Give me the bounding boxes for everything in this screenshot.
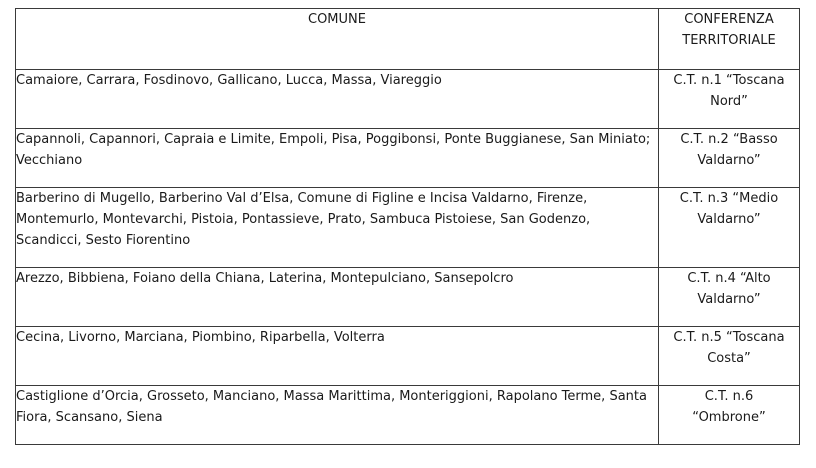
- header-conferenza-line1: CONFERENZA: [684, 12, 774, 27]
- conferenza-line1: C.T. n.1 “Toscana: [673, 73, 785, 88]
- comuni-cell: Camaiore, Carrara, Fosdinovo, Gallicano, Lucca, Massa, Viareggio: [16, 70, 659, 129]
- header-row: [16, 9, 800, 70]
- comuni-cell: Arezzo, Bibbiena, Foiano della Chiana, Laterina, Montepulciano, Sansepolcro: [16, 268, 659, 327]
- comuni-conferenze-table: [15, 8, 800, 445]
- conferenza-line1: C.T. n.6: [704, 389, 754, 404]
- comuni-cell: Capannoli, Capannori, Capraia e Limite, Empoli, Pisa, Poggibonsi, Ponte Buggianese, San Miniato; Vecchiano: [16, 129, 659, 188]
- conferenza-line1: C.T. n.3 “Medio: [679, 191, 779, 206]
- header-conferenza-line2: TERRITORIALE: [682, 33, 776, 48]
- table-row: [16, 327, 800, 386]
- comuni-cell: Cecina, Livorno, Marciana, Piombino, Riparbella, Volterra: [16, 327, 659, 386]
- conferenza-line2: Valdarno”: [697, 212, 761, 227]
- table-row: [16, 129, 800, 188]
- conferenza-line2: “Ombrone”: [692, 410, 766, 425]
- table-row: [16, 268, 800, 327]
- table-row: [16, 386, 800, 445]
- conferenza-line1: C.T. n.2 “Basso: [680, 132, 778, 147]
- conferenza-cell: [659, 129, 800, 188]
- conferenza-cell: [659, 188, 800, 268]
- conferenza-line2: Nord”: [710, 94, 748, 109]
- conferenza-line1: C.T. n.5 “Toscana: [673, 330, 785, 345]
- conferenza-line2: Costa”: [707, 351, 751, 366]
- conferenza-cell: [659, 268, 800, 327]
- header-comune: COMUNE: [16, 9, 659, 70]
- comuni-cell: Barberino di Mugello, Barberino Val d’Elsa, Comune di Figline e Incisa Valdarno, Firenze, Montemurlo, Montevarchi, Pistoia, Pontassieve, Prato, Sambuca Pistoiese, San Godenzo, Scandicci, Sesto Fiorentino: [16, 188, 659, 268]
- conferenza-cell: [659, 70, 800, 129]
- conferenza-line2: Valdarno”: [697, 292, 761, 307]
- comuni-cell: Castiglione d’Orcia, Grosseto, Manciano, Massa Marittima, Monteriggioni, Rapolano Terme, Santa Fiora, Scansano, Siena: [16, 386, 659, 445]
- table-row: [16, 70, 800, 129]
- conferenza-cell: [659, 327, 800, 386]
- table-row: [16, 188, 800, 268]
- header-conferenza-territoriale: [659, 9, 800, 70]
- conferenza-line2: Valdarno”: [697, 153, 761, 168]
- conferenza-line1: C.T. n.4 “Alto: [687, 271, 771, 286]
- conferenza-cell: [659, 386, 800, 445]
